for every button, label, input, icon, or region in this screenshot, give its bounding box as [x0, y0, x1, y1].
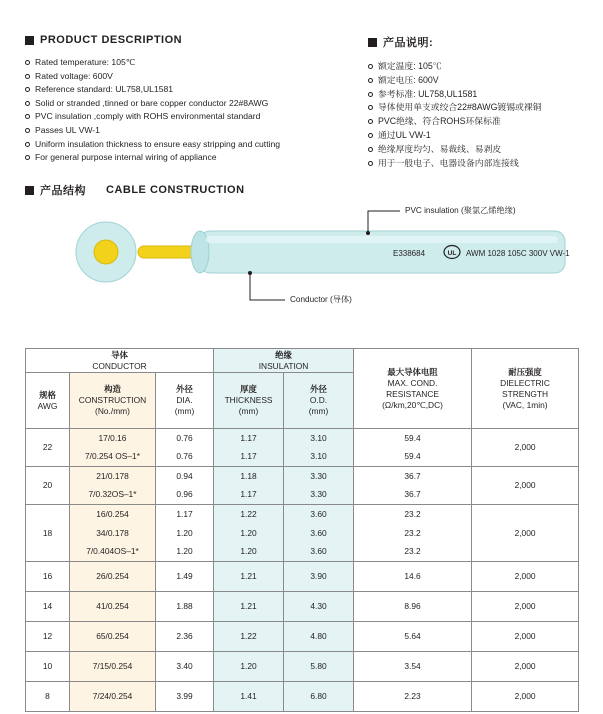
cell-construction: 17/0.16 [70, 429, 156, 448]
header-resistance-unit: (Ω/km,20℃,DC) [382, 399, 443, 410]
cable-diagram [0, 200, 603, 320]
list-item [25, 70, 355, 84]
cell-resistance: 23.2 [354, 505, 472, 524]
cell-thickness: 1.21 [214, 562, 284, 592]
cell-diameter: 1.49 [156, 562, 214, 592]
cell-awg: 8 [26, 682, 70, 712]
header-dielectric-unit: (VAC, 1min) [502, 399, 548, 410]
cell-thickness: 1.18 [214, 467, 284, 486]
list-item-label: 通过UL VW-1 [378, 129, 431, 140]
cell-thickness: 1.20 [214, 652, 284, 682]
cell-od: 3.10 [284, 429, 354, 448]
product-description-heading-cn-label: 产品说明: [383, 37, 434, 49]
list-item-label: Solid or stranded ,tinned or bare copper conductor 22#8AWG [35, 97, 269, 108]
list-item [368, 101, 598, 115]
cell-resistance: 2.23 [354, 682, 472, 712]
cell-od: 3.60 [284, 524, 354, 543]
product-description-heading-label: PRODUCT DESCRIPTION [40, 34, 183, 46]
cell-construction: 7/15/0.254 [70, 652, 156, 682]
cell-dielectric: 2,000 [472, 562, 579, 592]
circle-bullet-icon [368, 147, 373, 152]
header-awg-en: AWG [37, 400, 58, 411]
cell-diameter: 0.76 [156, 429, 214, 448]
list-item [25, 83, 355, 97]
list-item [25, 97, 355, 111]
table-header-group-row [26, 349, 579, 373]
header-insulation-cn: 绝缘 [275, 349, 292, 360]
list-item [25, 56, 355, 70]
circle-bullet-icon [368, 161, 373, 166]
circle-bullet-icon [25, 74, 30, 79]
list-item [368, 143, 598, 157]
cell-od: 5.80 [284, 652, 354, 682]
cell-awg: 18 [26, 505, 70, 562]
header-dielectric [472, 349, 579, 429]
header-dielectric-en2: STRENGTH [502, 388, 549, 399]
cell-thickness: 1.21 [214, 592, 284, 622]
circle-bullet-icon [368, 64, 373, 69]
cell-thickness: 1.41 [214, 682, 284, 712]
cell-resistance: 14.6 [354, 562, 472, 592]
cell-diameter: 3.40 [156, 652, 214, 682]
list-item-label: Rated temperature: 105℃ [35, 57, 136, 67]
circle-bullet-icon [368, 78, 373, 83]
list-item [368, 115, 598, 129]
header-conductor-group [26, 349, 214, 373]
cell-resistance: 8.96 [354, 592, 472, 622]
circle-bullet-icon [25, 101, 30, 106]
cell-dielectric: 2,000 [472, 682, 579, 712]
cell-thickness: 1.22 [214, 505, 284, 524]
cell-diameter: 1.20 [156, 543, 214, 562]
circle-bullet-icon [368, 92, 373, 97]
list-item [25, 138, 355, 152]
cell-od: 6.80 [284, 682, 354, 712]
header-resistance-en2: RESISTANCE [386, 388, 439, 399]
header-diameter [156, 373, 214, 429]
cell-awg: 12 [26, 622, 70, 652]
circle-bullet-icon [25, 128, 30, 133]
cell-dielectric: 2,000 [472, 592, 579, 622]
list-item [25, 110, 355, 124]
cell-thickness: 1.17 [214, 448, 284, 467]
list-item [368, 60, 598, 74]
list-item-label: 导体使用单支或绞合22#8AWG镀锡或裸铜 [378, 102, 542, 113]
header-od-cn: 外径 [310, 384, 327, 394]
header-od-unit: (mm) [308, 406, 329, 416]
cell-construction: 65/0.254 [70, 622, 156, 652]
circle-bullet-icon [25, 87, 30, 92]
circle-bullet-icon [368, 119, 373, 124]
list-item-label: Passes UL VW-1 [35, 124, 100, 135]
circle-bullet-icon [368, 105, 373, 110]
cell-od: 3.30 [284, 486, 354, 505]
header-thickness-en: THICKNESS [224, 395, 273, 405]
cell-diameter: 0.96 [156, 486, 214, 505]
svg-text:UL: UL [447, 250, 457, 257]
list-item [368, 74, 598, 88]
cell-construction: 7/0.404OS–1* [70, 543, 156, 562]
cell-construction: 7/0.254 OS–1* [70, 448, 156, 467]
cable-construction-heading [25, 182, 245, 198]
cable-construction-heading-en: CABLE CONSTRUCTION [106, 184, 245, 196]
list-item [368, 88, 598, 102]
cell-thickness: 1.20 [214, 543, 284, 562]
cell-dielectric: 2,000 [472, 467, 579, 505]
cell-resistance: 59.4 [354, 448, 472, 467]
list-item-label: Uniform insulation thickness to ensure easy stripping and cutting [35, 138, 281, 149]
cell-resistance: 5.64 [354, 622, 472, 652]
cell-construction: 41/0.254 [70, 592, 156, 622]
description-english-column [25, 34, 355, 165]
cell-construction: 26/0.254 [70, 562, 156, 592]
header-construction-en: CONSTRUCTION [78, 395, 147, 405]
circle-bullet-icon [25, 60, 30, 65]
bullet-square-icon [25, 36, 34, 45]
list-item-label: 用于一般电子、电器设备内部连接线 [378, 157, 519, 168]
list-item-label: Rated voltage: 600V [35, 70, 113, 81]
cell-diameter: 1.20 [156, 524, 214, 543]
table-row [26, 622, 579, 652]
bullet-square-icon [368, 38, 377, 47]
header-diameter-en: DIA. [176, 395, 193, 405]
list-item-label: Reference standard: UL758,UL1581 [35, 84, 174, 95]
cell-od: 3.60 [284, 505, 354, 524]
list-item-label: PVC绝缘、符合ROHS环保标准 [378, 116, 501, 127]
table-body [26, 429, 579, 712]
cable-construction-heading-cn: 产品结构 [40, 185, 86, 197]
cell-diameter: 3.99 [156, 682, 214, 712]
table-row [26, 592, 579, 622]
cell-dielectric: 2,000 [472, 505, 579, 562]
header-conductor-en: CONDUCTOR [92, 360, 147, 371]
cell-dielectric: 2,000 [472, 652, 579, 682]
cell-resistance: 3.54 [354, 652, 472, 682]
list-item-label: PVC insulation ,comply with ROHS environmental standard [35, 111, 261, 122]
cell-diameter: 0.76 [156, 448, 214, 467]
specification-table-wrapper [25, 348, 578, 712]
header-resistance [354, 349, 472, 429]
table-row [26, 429, 579, 448]
print-mark-text: AWM 1028 105C 300V VW-1 [466, 249, 570, 258]
cell-resistance: 59.4 [354, 429, 472, 448]
cross-section-icon [76, 222, 136, 282]
cell-thickness: 1.17 [214, 429, 284, 448]
bullet-square-icon [25, 186, 34, 195]
description-english-list [25, 56, 355, 165]
conductor-label: Conductor (导体) [290, 295, 352, 304]
cell-construction: 7/24/0.254 [70, 682, 156, 712]
cell-od: 4.80 [284, 622, 354, 652]
cell-diameter: 1.17 [156, 505, 214, 524]
cell-awg: 16 [26, 562, 70, 592]
cell-resistance: 23.2 [354, 543, 472, 562]
description-chinese-list [368, 60, 598, 170]
header-od [284, 373, 354, 429]
table-row [26, 467, 579, 486]
cell-resistance: 36.7 [354, 467, 472, 486]
circle-bullet-icon [25, 155, 30, 160]
table-header [26, 349, 579, 429]
list-item-label: 参考标准: UL758,UL1581 [378, 88, 478, 99]
header-dielectric-en1: DIELECTRIC [500, 377, 550, 388]
list-item [25, 151, 355, 165]
table-row [26, 652, 579, 682]
cell-awg: 14 [26, 592, 70, 622]
cell-awg: 10 [26, 652, 70, 682]
print-legend-text: E338684 [393, 249, 426, 258]
cell-thickness: 1.22 [214, 622, 284, 652]
table-row [26, 505, 579, 524]
description-chinese-column [368, 34, 598, 170]
insulation-label: PVC insulation (聚氯乙烯绝缘) [405, 206, 516, 215]
cell-thickness: 1.17 [214, 486, 284, 505]
header-insulation-group [214, 349, 354, 373]
list-item [25, 124, 355, 138]
header-thickness-cn: 厚度 [240, 384, 257, 394]
cell-awg: 20 [26, 467, 70, 505]
header-resistance-cn: 最大导体电阻 [387, 366, 438, 377]
header-diameter-cn: 外径 [176, 384, 193, 394]
cell-resistance: 36.7 [354, 486, 472, 505]
header-awg-cn: 规格 [39, 389, 56, 400]
cell-od: 3.30 [284, 467, 354, 486]
circle-bullet-icon [368, 133, 373, 138]
cell-thickness: 1.20 [214, 524, 284, 543]
cell-awg: 22 [26, 429, 70, 467]
cell-construction: 34/0.178 [70, 524, 156, 543]
cell-od: 3.60 [284, 543, 354, 562]
list-item-label: For general purpose internal wiring of appliance [35, 152, 217, 163]
header-thickness [214, 373, 284, 429]
header-construction-cn: 构造 [104, 384, 121, 394]
cell-od: 4.30 [284, 592, 354, 622]
list-item-label: 额定温度: 105℃ [378, 61, 442, 71]
header-conductor-cn: 导体 [111, 349, 128, 360]
cell-construction: 7/0.32OS–1* [70, 486, 156, 505]
table-row [26, 562, 579, 592]
list-item-label: 额定电压: 600V [378, 74, 439, 85]
cell-diameter: 2.36 [156, 622, 214, 652]
product-description-heading-cn [368, 34, 598, 50]
cell-construction: 16/0.254 [70, 505, 156, 524]
header-thickness-unit: (mm) [238, 406, 259, 416]
header-diameter-unit: (mm) [174, 406, 195, 416]
specification-table [25, 348, 579, 712]
cell-od: 3.90 [284, 562, 354, 592]
header-dielectric-cn: 耐压强度 [508, 366, 542, 377]
header-resistance-en1: MAX. COND. [387, 377, 438, 388]
cell-diameter: 1.88 [156, 592, 214, 622]
list-item-label: 绝缘厚度均匀、易裁线、易剥皮 [378, 143, 502, 154]
circle-bullet-icon [25, 142, 30, 147]
header-od-en: O.D. [309, 395, 328, 405]
cell-od: 3.10 [284, 448, 354, 467]
header-construction [70, 373, 156, 429]
cell-dielectric: 2,000 [472, 429, 579, 467]
cell-diameter: 0.94 [156, 467, 214, 486]
cell-resistance: 23.2 [354, 524, 472, 543]
cell-construction: 21/0.178 [70, 467, 156, 486]
header-insulation-en: INSULATION [258, 360, 309, 371]
product-description-heading [25, 34, 355, 46]
header-awg [26, 373, 70, 429]
list-item [368, 129, 598, 143]
cell-dielectric: 2,000 [472, 622, 579, 652]
circle-bullet-icon [25, 114, 30, 119]
header-construction-unit: (No./mm) [95, 406, 130, 416]
list-item [368, 157, 598, 171]
table-row [26, 682, 579, 712]
